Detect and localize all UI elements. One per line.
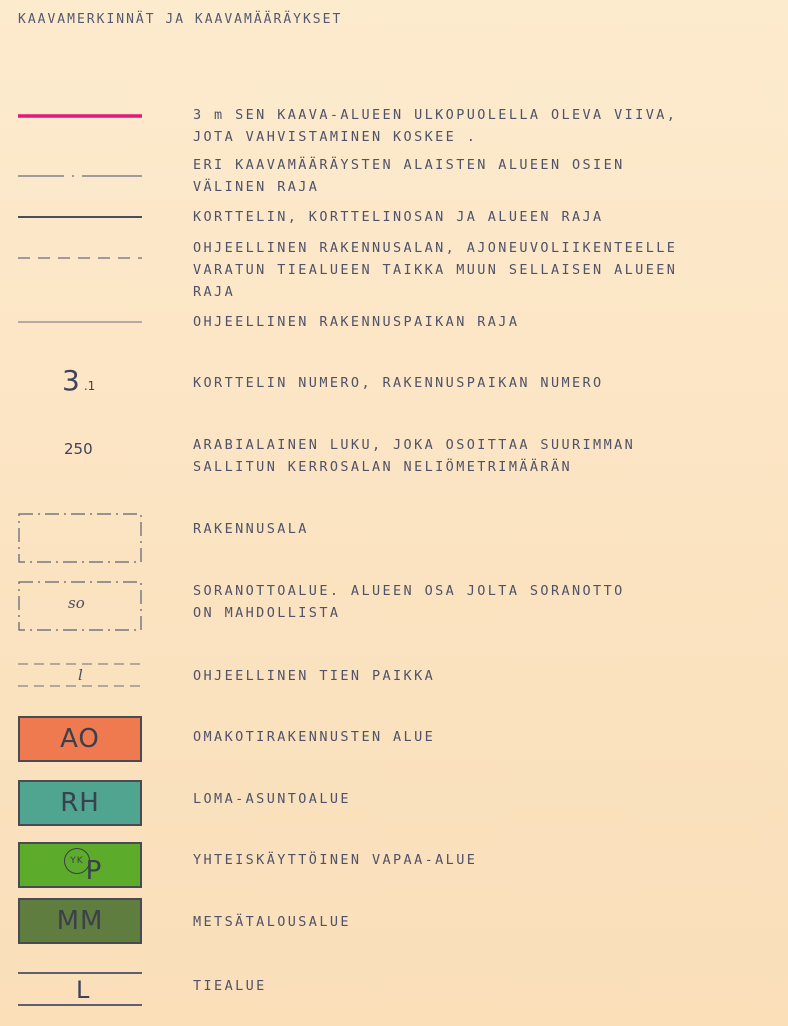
symbol-ao: AO: [18, 716, 142, 762]
desc-indicative-plot: OHJEELLINEN RAKENNUSPAIKAN RAJA: [193, 314, 520, 330]
desc-boundary-3m: 3 m SEN KAAVA-ALUEEN ULKOPUOLELLA OLEVA VIIVA, JOTA VAHVISTAMINEN KOSKEE .: [193, 107, 678, 145]
desc-mm: METSÄTALOUSALUE: [193, 914, 351, 930]
desc-floor-area: ARABIALAINEN LUKU, JOKA OSOITTAA SUURIMMAN SALLITUN KERROSALAN NELIÖMETRIMÄÄRÄN: [193, 437, 636, 475]
symbol-block-number: 3 .1: [62, 364, 96, 397]
desc-zone-part: ERI KAAVAMÄÄRÄYSTEN ALAISTEN ALUEEN OSIEN VÄLINEN RAJA: [193, 157, 625, 195]
desc-building-area: RAKENNUSALA: [193, 521, 309, 537]
symbol-building-area: [18, 512, 142, 564]
desc-indicative-building: OHJEELLINEN RAKENNUSALAN, AJONEUVOLIIKENTEELLE VARATUN TIEALUEEN TAIKKA MUUN SELLAISEN ALUEEN RAJA: [193, 240, 678, 300]
desc-block: KORTTELIN, KORTTELINOSAN JA ALUEEN RAJA: [193, 209, 604, 225]
desc-road-place: OHJEELLINEN TIEN PAIKKA: [193, 668, 436, 684]
desc-gravel: SORANOTTOALUE. ALUEEN OSA JOLTA SORANOTTO ON MAHDOLLISTA: [193, 583, 625, 621]
symbol-floor-area: 250: [64, 440, 93, 458]
desc-p: YHTEISKÄYTTÖINEN VAPAA-ALUE: [193, 852, 478, 868]
symbol-block: [18, 211, 142, 223]
desc-ao: OMAKOTIRAKENNUSTEN ALUE: [193, 729, 436, 745]
yk-circle: YK: [64, 848, 90, 874]
symbol-indicative-building: [18, 252, 142, 264]
symbol-road: L: [76, 976, 90, 1004]
desc-rh: LOMA-ASUNTOALUE: [193, 791, 351, 807]
desc-block-number: KORTTELIN NUMERO, RAKENNUSPAIKAN NUMERO: [193, 375, 604, 391]
symbol-mm: MM: [18, 898, 142, 944]
symbol-rh: RH: [18, 780, 142, 826]
sheet-title: KAAVAMERKINNÄT JA KAAVAMÄÄRÄYKSET: [18, 12, 343, 27]
symbol-boundary-3m: [18, 110, 142, 122]
symbol-zone-part: [18, 170, 142, 182]
desc-road: TIEALUE: [193, 978, 267, 994]
symbol-p: YK P: [18, 842, 142, 888]
symbol-indicative-plot: [18, 316, 142, 328]
symbol-gravel: so: [18, 580, 142, 632]
symbol-road-place: l: [78, 666, 83, 684]
